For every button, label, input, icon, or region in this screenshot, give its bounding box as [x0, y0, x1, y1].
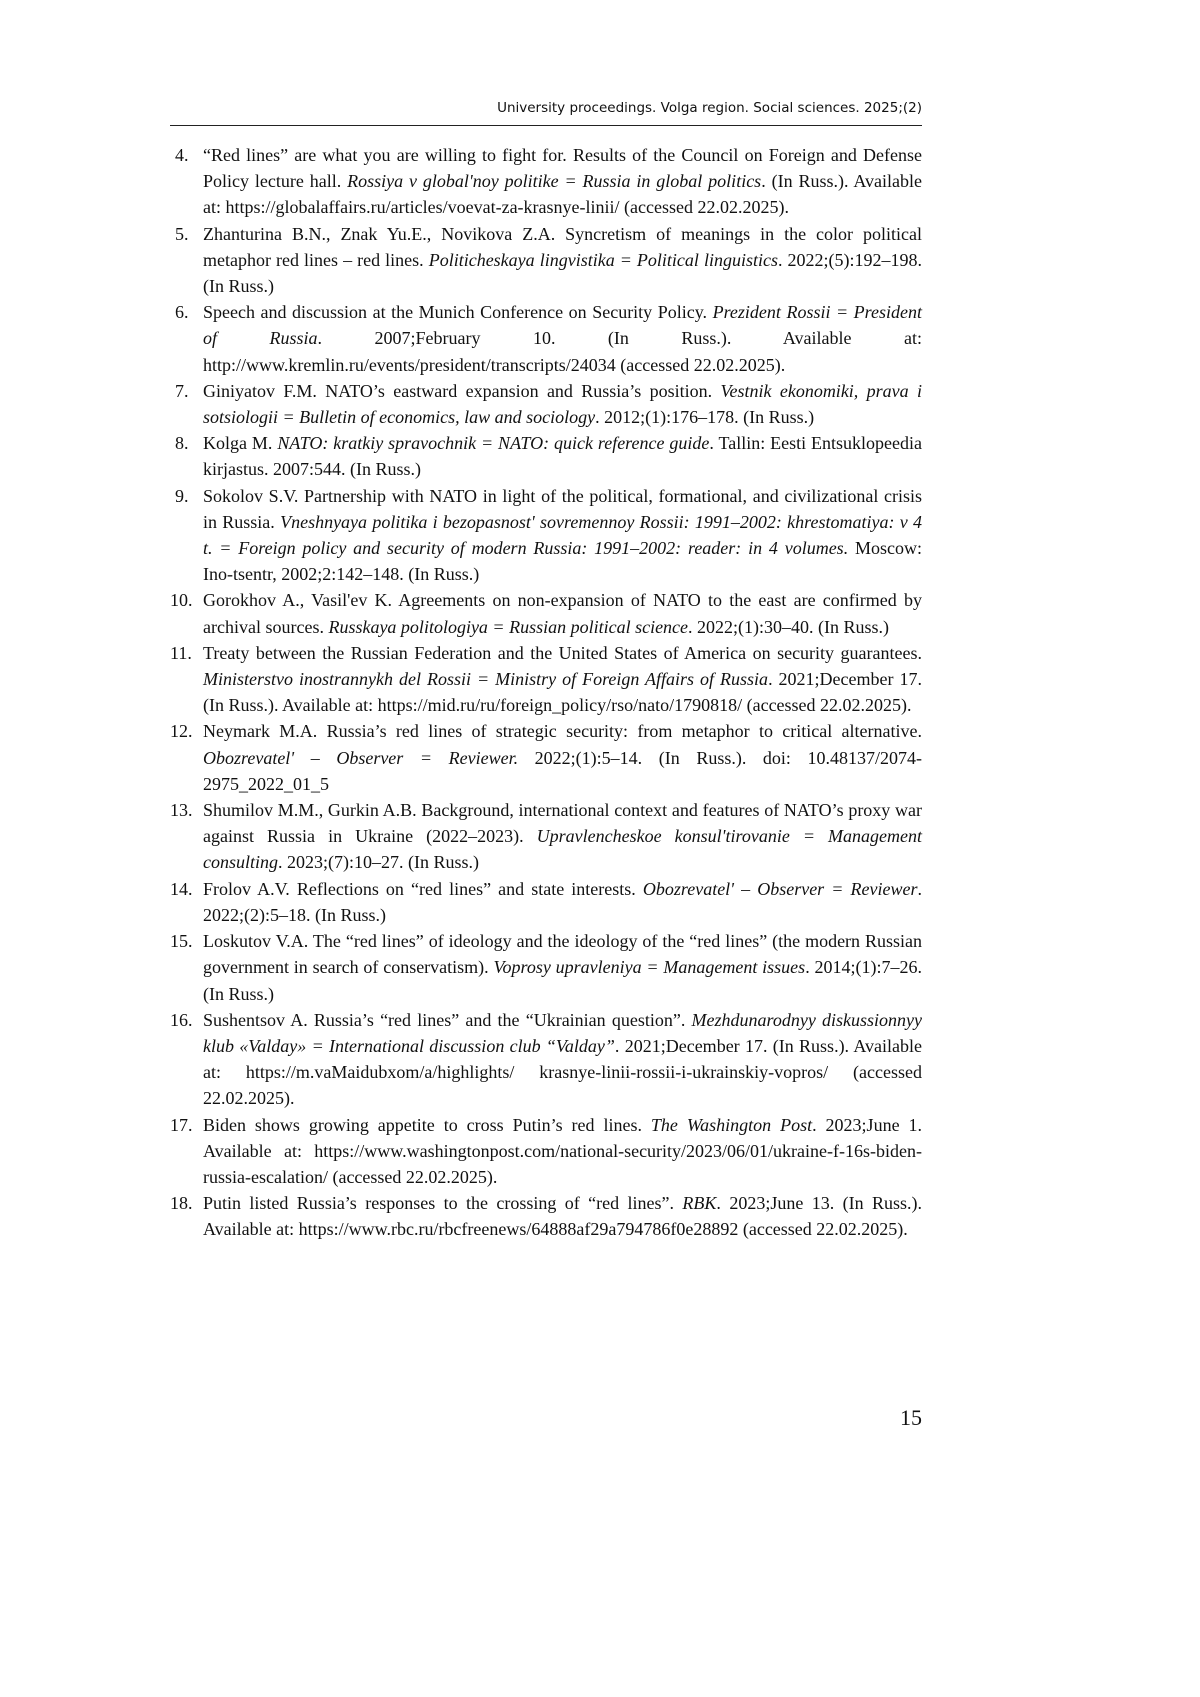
reference-text: 2022;(1):5–14. (In Russ.). doi: 10.48137/2074-2975_2022_01_5 [203, 747, 922, 794]
reference-source-title: Politicheskaya lingvistika = Political linguistics [428, 249, 778, 270]
reference-text: . 2021;December 17. (In Russ.). Available at: https://mid.ru/ru/foreign_policy/rso/nato/1790818/ (accessed 22.02.2025). [203, 669, 922, 716]
reference-source-title: Vestnik ekonomiki, prava i sotsiologii = Bulletin of economics, law and sociology [203, 380, 922, 428]
reference-number: 6. [175, 302, 189, 323]
reference-source-title: Obozrevatel' – Observer = Reviewer. [203, 747, 519, 768]
reference-text: Neymark M.A. Russia’s red lines of strategic security: from metaphor to critical alternative. [203, 721, 922, 742]
reference-text: Moscow: Ino-tsentr, 2002;2:142–148. (In Russ.) [203, 538, 923, 585]
reference-text: . 2023;June 1. Available at: https://www.washingtonpost.com/national-security/2023/06/01/ukraine-f-16s-biden-russia-escalation/ (accessed 22.02.2025). [203, 1114, 922, 1187]
header-rule [170, 125, 922, 126]
running-header: University proceedings. Volga region. Social sciences. 2025;(2) [497, 100, 922, 116]
reference-text: Sokolov S.V. Partnership with NATO in light of the political, formational, and civilizational crisis in Russia. [203, 485, 922, 532]
reference-text: . 2022;(2):5–18. (In Russ.) [203, 878, 922, 925]
reference-item [170, 142, 922, 221]
reference-item [170, 876, 922, 928]
reference-text: Speech and discussion at the Munich Conference on Security Policy. [203, 302, 713, 323]
reference-number: 18. [170, 1193, 193, 1214]
reference-source-title: Prezident Rossii = President of Russia [203, 302, 922, 349]
reference-source-title: Obozrevatel' – Observer = Reviewer [642, 878, 918, 899]
reference-text: Sushentsov A. Russia’s “red lines” and the “Ukrainian question”. [203, 1009, 692, 1030]
reference-text: . 2022;(5):192–198. (In Russ.) [203, 249, 923, 297]
reference-item [170, 221, 922, 300]
reference-item [170, 1007, 922, 1112]
reference-item [170, 483, 922, 588]
reference-number: 11. [170, 642, 192, 663]
reference-number: 5. [175, 223, 189, 244]
reference-text: . 2021;December 17. (In Russ.). Available at: https://m.vaMaidubxom/a/highlights/ krasnye-linii-rossii-i-ukrainskiy-vopros/ (accessed 22.02.2025). [203, 1035, 922, 1109]
reference-number: 8. [175, 433, 189, 454]
reference-text: Gorokhov A., Vasil'ev K. Agreements on non-expansion of NATO to the east are confirmed by archival sources. [203, 590, 922, 637]
reference-text: . 2022;(1):30–40. (In Russ.) [688, 616, 890, 637]
reference-item [170, 797, 922, 876]
reference-source-title: The Washington Post [650, 1114, 813, 1135]
reference-number: 10. [170, 590, 193, 611]
reference-text: Treaty between the Russian Federation and the United States of America on security guarantees. [203, 642, 922, 663]
reference-number: 15. [170, 931, 193, 952]
reference-text: Zhanturina B.N., Znak Yu.E., Novikova Z.A. Syncretism of meanings in the color political metaphor red lines – red lines. [203, 223, 922, 270]
reference-number: 4. [175, 145, 189, 165]
reference-item [170, 928, 922, 1007]
reference-text: . 2023;June 13. (In Russ.). Available at: https://www.rbc.ru/rbcfreenews/64888af29a794786f0e28892 (accessed 22.02.2025). [203, 1193, 922, 1240]
reference-text: . Tallin: Eesti Entsuklopeedia kirjastus. 2007:544. (In Russ.) [203, 433, 922, 480]
reference-text: . 2014;(1):7–26. (In Russ.) [203, 957, 922, 1004]
reference-text: Shumilov M.M., Gurkin A.B. Background, international context and features of NATO’s proxy war against Russia in Ukraine (2022–2023). [203, 800, 922, 847]
reference-number: 12. [170, 721, 193, 742]
reference-text: . (In Russ.). Available at: https://globalaffairs.ru/articles/voevat-za-krasnye-linii/ (accessed 22.02.2025). [203, 171, 922, 218]
reference-source-title: NATO: kratkiy spravochnik = NATO: quick reference guide [277, 433, 710, 454]
reference-item [170, 1112, 922, 1191]
reference-source-title: RBK [682, 1193, 717, 1214]
page-number: 15 [900, 1405, 922, 1430]
reference-list [170, 142, 922, 1243]
reference-source-title: Ministerstvo inostrannykh del Rossii = Ministry of Foreign Affairs of Russia [203, 669, 769, 690]
reference-item [170, 1190, 922, 1242]
reference-text: Biden shows growing appetite to cross Putin’s red lines. [203, 1114, 651, 1135]
reference-item [170, 430, 922, 482]
reference-item [170, 640, 922, 719]
reference-number: 17. [170, 1114, 193, 1135]
reference-text: Frolov A.V. Reflections on “red lines” and state interests. [203, 878, 643, 899]
reference-text: Loskutov V.A. The “red lines” of ideology and the ideology of the “red lines” (the modern Russian government in search of conservatism). [203, 931, 922, 978]
reference-number: 13. [170, 800, 193, 821]
reference-source-title: Vneshnyaya politika i bezopasnost' sovremennoy Rossii: 1991–2002: khrestomatiya: v 4 t. = Foreign policy and security of modern Russia: 1991–2002: reader: in 4 volumes. [203, 511, 923, 559]
reference-text: Putin listed Russia’s responses to the crossing of “red lines”. [203, 1193, 683, 1214]
reference-number: 9. [175, 485, 189, 506]
reference-text: . 2007;February 10. (In Russ.). Available at: http://www.kremlin.ru/events/president/transcripts/24034 (accessed 22.02.2025). [203, 328, 923, 375]
reference-number: 14. [170, 878, 193, 899]
reference-source-title: Voprosy upravleniya = Management issues [493, 957, 806, 978]
reference-source-title: Rossiya v global'noy politike = Russia in global politics [347, 171, 762, 192]
reference-item [170, 718, 922, 797]
reference-source-title: Mezhdunarodnyy diskussionnyy klub «Valday» = International discussion club “Valday” [203, 1009, 922, 1056]
reference-source-title: Upravlencheskoe konsul'tirovanie = Management consulting [203, 826, 923, 873]
reference-item [170, 587, 922, 639]
reference-item [170, 378, 922, 430]
reference-text: . 2012;(1):176–178. (In Russ.) [595, 407, 815, 428]
reference-number: 7. [175, 380, 189, 401]
reference-text: . 2023;(7):10–27. (In Russ.) [278, 852, 479, 873]
reference-text: “Red lines” are what you are willing to fight for. Results of the Council on Foreign and Defense Policy lecture hall. [203, 145, 922, 192]
reference-item [170, 299, 922, 378]
reference-text: Kolga M. [203, 433, 278, 454]
reference-text: Giniyatov F.M. NATO’s eastward expansion and Russia’s position. [203, 380, 721, 401]
reference-source-title: Russkaya politologiya = Russian political science [328, 616, 689, 637]
reference-number: 16. [170, 1009, 193, 1030]
